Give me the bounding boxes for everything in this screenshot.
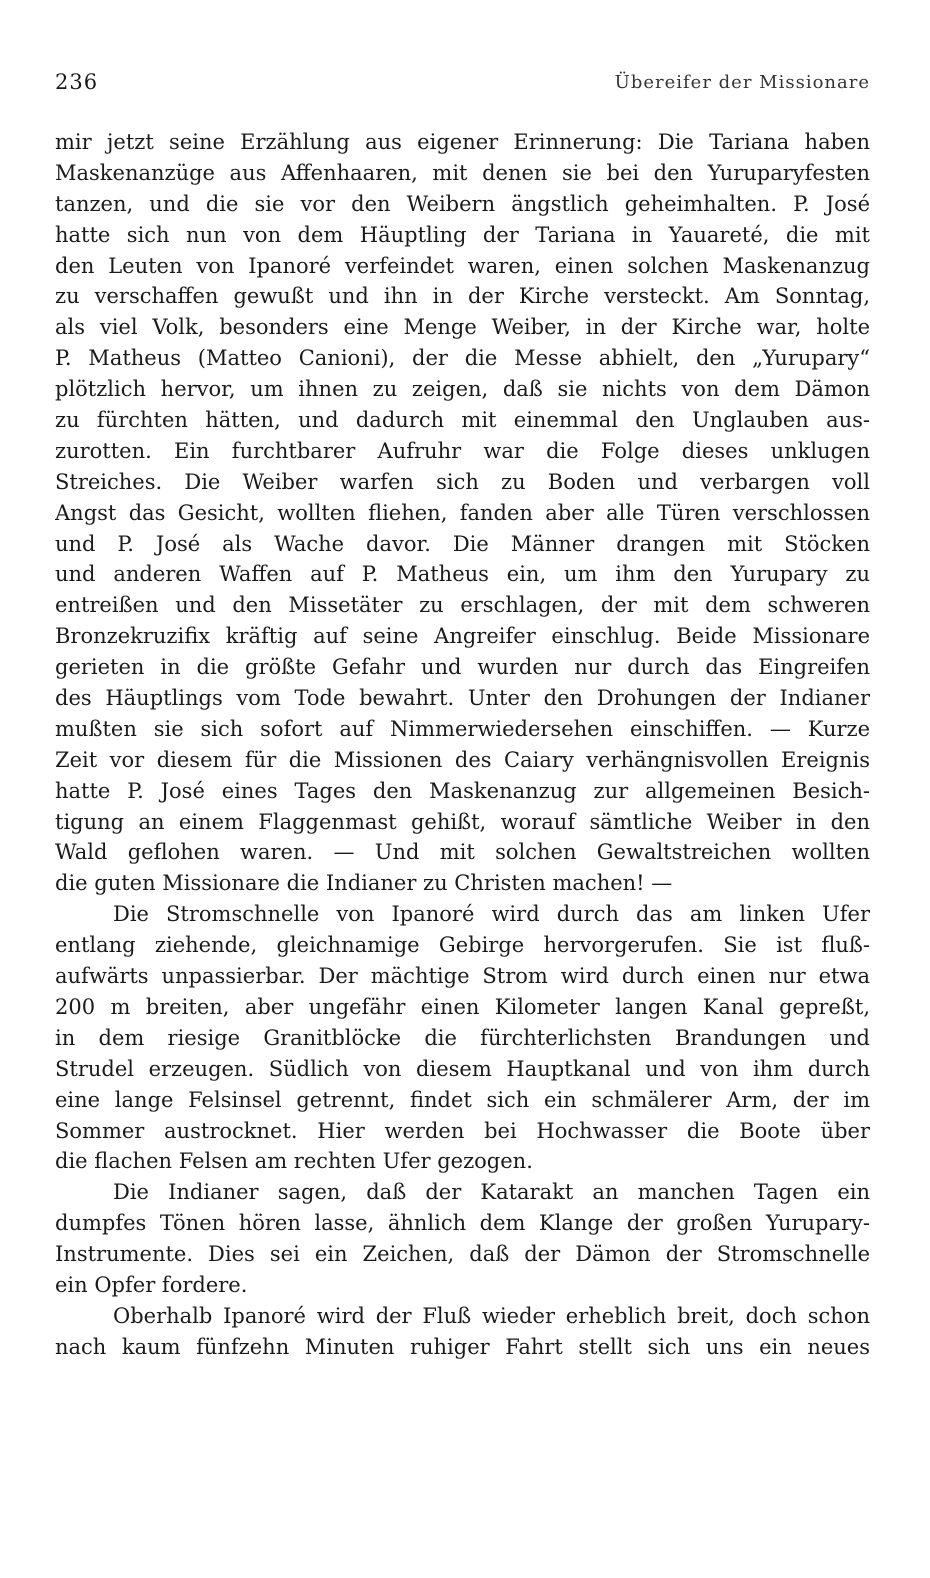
text-line: zu verschaffen gewußt und ihn in der Kirche versteckt. Am Sonntag, <box>55 284 870 309</box>
text-line: entlang ziehende, gleichnamige Gebirge hervorgerufen. Sie ist fluß- <box>55 933 870 958</box>
paragraph-list <box>55 127 870 1363</box>
text-line: hatte sich nun von dem Häuptling der Tariana in Yauareté, die mit <box>55 222 870 247</box>
paragraph <box>55 1301 870 1363</box>
text-line: P. Matheus (Matteo Canioni), der die Messe abhielt, den „Yurupary“ <box>55 346 870 371</box>
text-line: Die Indianer sagen, daß der Katarakt an manchen Tagen ein <box>113 1180 870 1205</box>
text-line: die guten Missionare die Indianer zu Christen machen! — <box>55 871 673 896</box>
text-line: in dem riesige Granitblöcke die fürchterlichsten Brandungen und <box>55 1025 870 1050</box>
paragraph <box>55 899 870 1177</box>
page-number: 236 <box>55 70 99 94</box>
text-line: eine lange Felsinsel getrennt, findet sich ein schmälerer Arm, der im <box>55 1087 870 1112</box>
text-line: des Häuptlings vom Tode bewahrt. Unter den Drohungen der Indianer <box>55 686 870 711</box>
text-line: plötzlich hervor, um ihnen zu zeigen, daß sie nichts von dem Dämon <box>55 377 870 402</box>
text-line: Angst das Gesicht, wollten fliehen, fanden aber alle Türen verschlossen <box>55 500 870 525</box>
text-line: zu fürchten hätten, und dadurch mit einemmal den Unglauben aus- <box>55 408 870 433</box>
text-line: Strudel erzeugen. Südlich von diesem Hauptkanal und von ihm durch <box>55 1056 870 1081</box>
text-line: 200 m breiten, aber ungefähr einen Kilometer langen Kanal gepreßt, <box>55 994 870 1019</box>
text-line: ein Opfer fordere. <box>55 1272 248 1297</box>
text-line: gerieten in die größte Gefahr und wurden nur durch das Eingreifen <box>55 655 870 680</box>
text-line: und anderen Waffen auf P. Matheus ein, um ihm den Yurupary zu <box>55 562 870 587</box>
text-line: tanzen, und die sie vor den Weibern ängstlich geheimhalten. P. José <box>55 191 870 216</box>
text-line: Bronzekruzifix kräftig auf seine Angreifer einschlug. Beide Missionare <box>55 624 870 649</box>
paragraph <box>55 1177 870 1301</box>
text-line: Die Stromschnelle von Ipanoré wird durch das am linken Ufer <box>113 902 870 927</box>
text-line: aufwärts unpassierbar. Der mächtige Strom wird durch einen nur etwa <box>55 964 870 989</box>
text-line: als viel Volk, besonders eine Menge Weiber, in der Kirche war, holte <box>55 315 870 340</box>
text-line: Oberhalb Ipanoré wird der Fluß wieder erheblich breit, doch schon <box>113 1303 870 1328</box>
text-line: und P. José als Wache davor. Die Männer drangen mit Stöcken <box>55 531 870 556</box>
text-line: nach kaum fünfzehn Minuten ruhiger Fahrt stellt sich uns ein neues <box>55 1334 870 1359</box>
text-line: mir jetzt seine Erzählung aus eigener Erinnerung: Die Tariana haben <box>55 130 870 154</box>
paragraph <box>55 127 870 899</box>
text-line: Instrumente. Dies sei ein Zeichen, daß der Dämon der Stromschnelle <box>55 1242 870 1267</box>
text-line: dumpfes Tönen hören lasse, ähnlich dem Klange der großen Yurupary- <box>55 1211 870 1236</box>
text-line: den Leuten von Ipanoré verfeindet waren, einen solchen Maskenanzug <box>55 253 870 278</box>
text-line: tigung an einem Flaggenmast gehißt, worauf sämtliche Weiber in den <box>55 809 870 834</box>
text-line: Wald geflohen waren. — Und mit solchen Gewaltstreichen wollten <box>55 840 870 865</box>
running-title: Übereifer der Missionare <box>614 72 870 93</box>
text-line: entreißen und den Missetäter zu erschlagen, der mit dem schweren <box>55 593 870 618</box>
running-header <box>55 70 870 100</box>
text-line: hatte P. José eines Tages den Maskenanzug zur allgemeinen Besich- <box>55 778 870 803</box>
text-line: Streiches. Die Weiber warfen sich zu Boden und verbargen voll <box>55 469 870 494</box>
text-line: die flachen Felsen am rechten Ufer gezogen. <box>55 1149 533 1174</box>
body-text <box>55 127 870 1363</box>
text-line: zurotten. Ein furchtbarer Aufruhr war die Folge dieses unklugen <box>55 438 870 463</box>
text-line: Maskenanzüge aus Affenhaaren, mit denen sie bei den Yuruparyfesten <box>55 160 870 185</box>
text-line: Sommer austrocknet. Hier werden bei Hochwasser die Boote über <box>55 1118 870 1143</box>
text-line: mußten sie sich sofort auf Nimmerwiedersehen einschiffen. — Kurze <box>55 716 870 741</box>
text-line: Zeit vor diesem für die Missionen des Caiary verhängnisvollen Ereignis <box>55 747 870 772</box>
